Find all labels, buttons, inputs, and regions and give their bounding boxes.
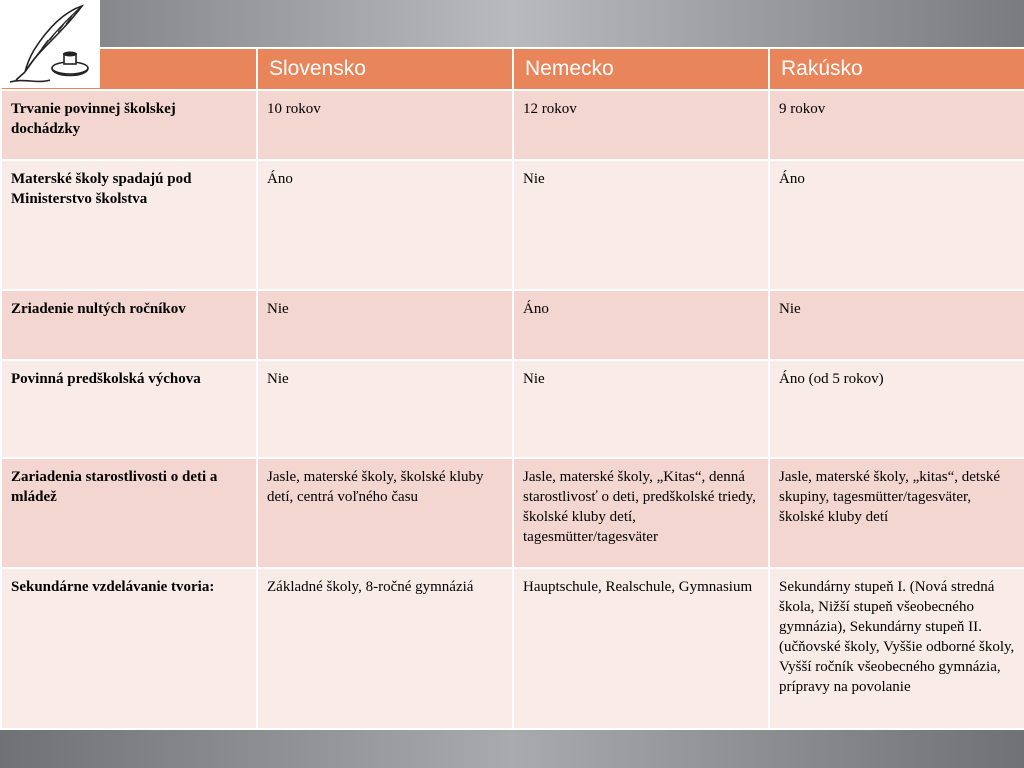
table-cell: Jasle, materské školy, „kitas“, detské skupiny, tagesmütter/tagesväter, školské kluby detí <box>769 458 1024 568</box>
row-label: Zriadenie nultých ročníkov <box>1 290 257 360</box>
table-cell: Áno <box>257 160 513 290</box>
table-cell: Sekundárny stupeň I. (Nová stredná škola, Nižší stupeň všeobecného gymnázia), Sekundárny stupeň II. (učňovské školy, Vyššie odborné školy, Vyšší ročník všeobecného gymnázia, prípravy na povolanie <box>769 568 1024 729</box>
table-row <box>1 290 1024 360</box>
table-row <box>1 458 1024 568</box>
table-row <box>1 360 1024 458</box>
table-row <box>1 568 1024 729</box>
bottom-band <box>0 729 1024 768</box>
row-label: Materské školy spadajú pod Ministerstvo školstva <box>1 160 257 290</box>
table-cell: Áno <box>769 160 1024 290</box>
table-row <box>1 160 1024 290</box>
row-label: Trvanie povinnej školskej dochádzky <box>1 90 257 160</box>
table-cell: 9 rokov <box>769 90 1024 160</box>
table-cell: Nie <box>769 290 1024 360</box>
table-cell: Nie <box>513 160 769 290</box>
header-row <box>1 48 1024 90</box>
table-row <box>1 90 1024 160</box>
table-cell: Nie <box>513 360 769 458</box>
table-cell: Jasle, materské školy, „Kitas“, denná starostlivosť o deti, predškolské triedy, školské kluby detí, tagesmütter/tagesväter <box>513 458 769 568</box>
logo <box>0 0 100 88</box>
table-cell: Základné školy, 8-ročné gymnáziá <box>257 568 513 729</box>
comparison-table <box>0 47 1024 730</box>
row-label: Povinná predškolská výchova <box>1 360 257 458</box>
row-label: Sekundárne vzdelávanie tvoria: <box>1 568 257 729</box>
table-cell: Áno (od 5 rokov) <box>769 360 1024 458</box>
table-cell: Hauptschule, Realschule, Gymnasium <box>513 568 769 729</box>
table-cell: Jasle, materské školy, školské kluby detí, centrá voľného času <box>257 458 513 568</box>
row-label: Zariadenia starostlivosti o deti a mládež <box>1 458 257 568</box>
header-slovensko: Slovensko <box>257 48 513 90</box>
table-cell: Áno <box>513 290 769 360</box>
table-cell: 12 rokov <box>513 90 769 160</box>
header-rakusko: Rakúsko <box>769 48 1024 90</box>
table-cell: Nie <box>257 290 513 360</box>
header-nemecko: Nemecko <box>513 48 769 90</box>
table-cell: Nie <box>257 360 513 458</box>
quill-and-inkwell-icon <box>4 2 96 86</box>
table-cell: 10 rokov <box>257 90 513 160</box>
